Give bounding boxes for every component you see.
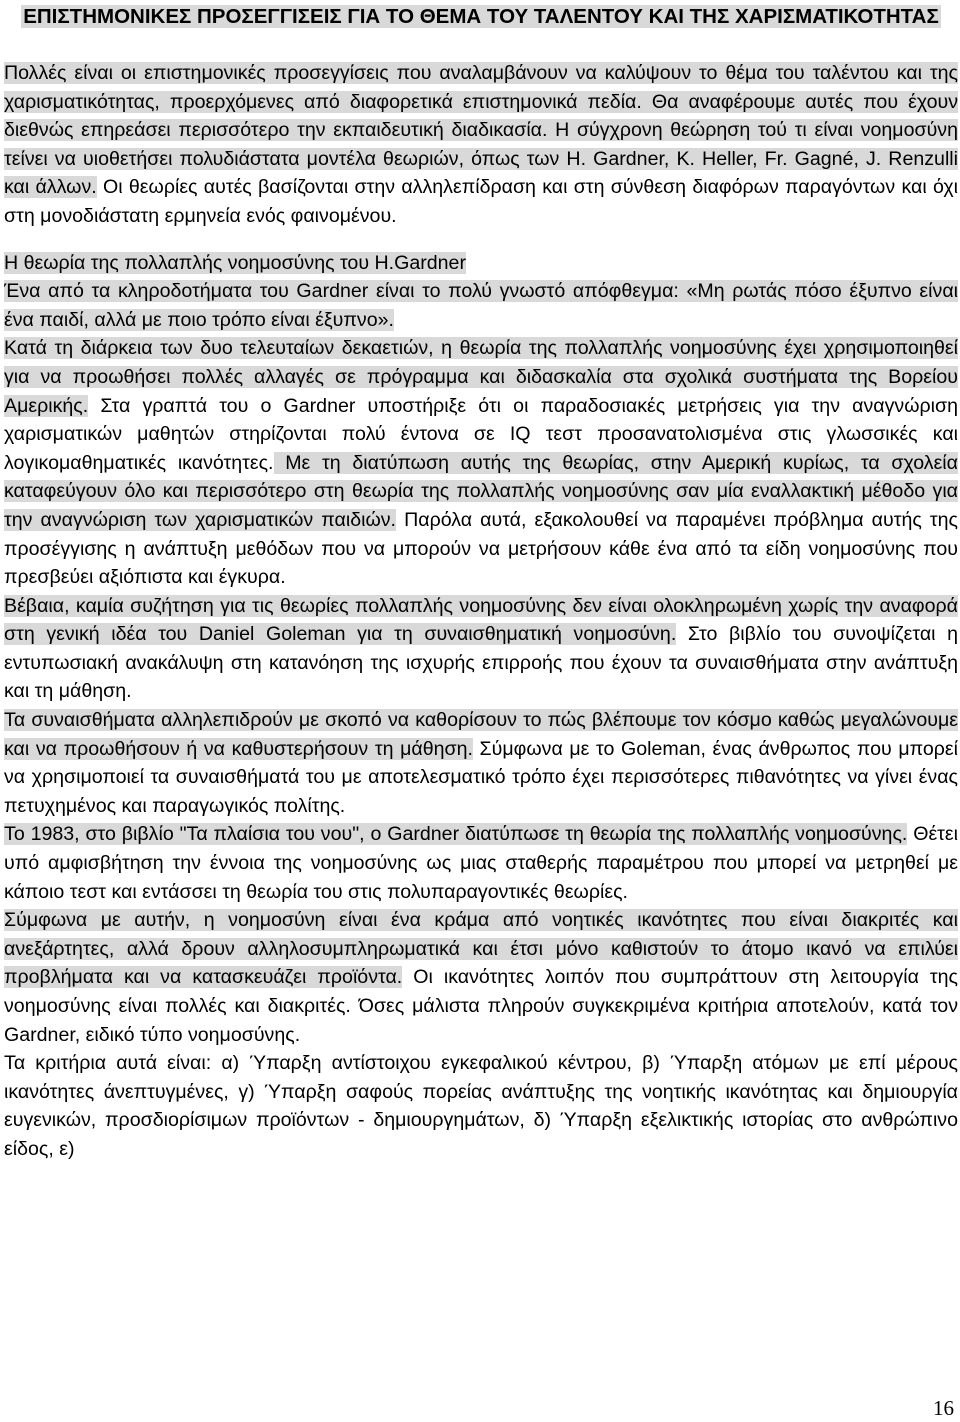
- criteria-text: Τα κριτήρια αυτά είναι: α) Ύπαρξη αντίστοιχου εγκεφαλικού κέντρου, β) Ύπαρξη ατόμων με επί μέρους ικανότητες άνεπτυγμένες, γ) Ύπαρξη σαφούς πορείας ανάπτυξης της νοητικής ικανότητας και δημιουργία ευγενικών, προσδιορίσιμων προϊόντων - δημιουργημάτων, δ) Ύπαρξη εξελικτικής ιστορίας στο ανθρώπινο είδος, ε): [4, 1052, 958, 1160]
- intro-paragraph: [4, 59, 958, 231]
- goleman-paragraph: [4, 592, 958, 706]
- title-block: [4, 2, 958, 33]
- emotions-paragraph: [4, 706, 958, 820]
- goleman-text-b: Στο βιβλίο του συνοψίζεται η εντυπωσιακή ανακάλυψη στη κατανόηση της ισχυρής επιρροής που έχουν τα συναισθήματα στην ανάπτυξη και τη μάθηση.: [4, 623, 958, 703]
- section-heading: [4, 249, 958, 278]
- emotions-text-b: Σύμφωνα με το Goleman, ένας άνθρωπος που μπορεί να χρησιμοποιεί τα συναισθήματά του με αποτελεσματικό τρόπο έχει περισσότερες πιθανότητες να γίνει ένας πετυχημένος και παραγωγικός πολίτης.: [4, 737, 958, 817]
- intro-rest: Οι θεωρίες αυτές βασίζονται στην αλληλεπίδραση και στη σύνθεση διαφόρων παραγόντων και όχι στη μονοδιάστατη ερμηνεία ενός φαινομένου.: [4, 176, 958, 227]
- quote-text: Ένα από τα κληροδοτήματα του Gardner είναι το πολύ γνωστό απόφθεγμα: «Μη ρωτάς πόσο έξυπνο είναι ένα παιδί, αλλά με ποιο τρόπο είναι έξυπνο».: [4, 280, 958, 331]
- quote-paragraph: [4, 277, 958, 334]
- accordingly-text-b: Οι ικανότητες λοιπόν που συμπράττουν στη λειτουργία της νοημοσύνης είναι πολλές και διακριτές. Όσες μάλιστα πληρούν συγκεκριμένα κριτήρια αποτελούν, κατά τον Gardner, ειδικό τύπο νοημοσύνης.: [4, 966, 958, 1046]
- accordingly-paragraph: [4, 906, 958, 1049]
- section-heading-text: Η θεωρία της πολλαπλής νοημοσύνης του H.Gardner: [4, 251, 466, 274]
- page-title: ΕΠΙΣΤΗΜΟΝΙΚΕΣ ΠΡΟΣΕΓΓΙΣΕΙΣ ΓΙΑ ΤΟ ΘΕΜΑ ΤΟΥ ΤΑΛΕΝΤΟΥ ΚΑΙ ΤΗΣ ΧΑΡΙΣΜΑΤΙΚΟΤΗΤΑΣ: [23, 5, 939, 28]
- intro-highlight: Πολλές είναι οι επιστημονικές προσεγγίσεις που αναλαμβάνουν να καλύψουν το θέμα του ταλέντου και της χαρισματικότητας, προερχόμενες από διαφορετικά επιστημονικά πεδία. Θα αναφέρουμε αυτές που έχουν διεθνώς επηρεάσει περισσότερο την εκπαιδευτική διαδικασία. Η σύγχρονη θεώρηση τού τι είναι νοημοσύνη τείνει να υιοθετήσει πολυδιάστατα μοντέλα θεωριών, όπως των H. Gardner, K. Heller, Fr. Gagné, J. Renzulli και άλλων.: [4, 62, 958, 199]
- decades-text-d: Παρόλα αυτά, εξακολουθεί να παραμένει πρόβλημα αυτής της προσέγγισης η ανάπτυξη μεθόδων που να μπορούν να μετρήσουν κάθε ένα από τα είδη νοημοσύνης που πρεσβεύει αξιόπιστα και έγκυρα.: [4, 508, 958, 589]
- year1983-text-b: Θέτει υπό αμφισβήτηση την έννοια της νοημοσύνης ως μιας σταθερής παραμέτρου που μπορεί να μετρηθεί με κάποιο τεστ και εντάσσει τη θεωρία του στις πολυπαραγοντικές θεωρίες.: [4, 823, 959, 903]
- emotions-text-a: Τα συναισθήματα αλληλεπιδρούν με σκοπό να καθορίσουν το πώς βλέπουμε τον κόσμο καθώς μεγαλώνουμε και να προωθήσουν ή να καθυστερήσουν τη μάθηση.: [4, 709, 958, 760]
- decades-text-a: Κατά τη διάρκεια των δυο τελευταίων δεκαετιών, η θεωρία της πολλαπλής νοημοσύνης έχει χρησιμοποιηθεί για να προωθήσει πολλές αλλαγές σε πρόγραμμα και διδασκαλία στα σχολικά συστήματα της Βορείου Αμερικής.: [4, 337, 958, 417]
- decades-text-c: Με τη διατύπωση αυτής της θεωρίας, στην Αμερική κυρίως, τα σχολεία καταφεύγουν όλο και περισσότερο στη θεωρία της πολλαπλής νοημοσύνης σαν μία εναλλακτική μέθοδο για την αναγνώριση των χαρισματικών παιδιών.: [4, 451, 958, 531]
- criteria-paragraph: [4, 1049, 958, 1163]
- year1983-text-a: Το 1983, στο βιβλίο "Τα πλαίσια του νου", ο Gardner διατύπωσε τη θεωρία της πολλαπλής νοημοσύνης.: [4, 823, 908, 846]
- year1983-paragraph: [4, 820, 958, 906]
- decades-paragraph: [4, 334, 958, 591]
- document-page: [4, 0, 958, 1164]
- decades-text-b: Στα γραπτά του ο Gardner υποστήριξε ότι οι παραδοσιακές μετρήσεις για την αναγνώριση χαρισματικών μαθητών στηρίζονται πολύ έντονα σε IQ τεστ προσανατολισμένα στις γλωσσικές και λογικομαθηματικές ικανότητες.: [4, 394, 958, 474]
- accordingly-text-a: Σύμφωνα με αυτήν, η νοημοσύνη είναι ένα κράμα από νοητικές ικανότητες που είναι διακριτές και ανεξάρτητες, αλλά δρουν αλληλοσυμπληρωματικά και έτσι μόνο καθιστούν το άτομο ικανό να επιλύει προβλήματα και να κατασκευάζει προϊόντα.: [4, 909, 958, 989]
- goleman-text-a: Βέβαια, καμία συζήτηση για τις θεωρίες πολλαπλής νοημοσύνης δεν είναι ολοκληρωμένη χωρίς την αναφορά στη γενική ιδέα του Daniel Goleman για τη συναισθηματική νοημοσύνη.: [4, 594, 958, 646]
- page-number: 16: [933, 1396, 954, 1420]
